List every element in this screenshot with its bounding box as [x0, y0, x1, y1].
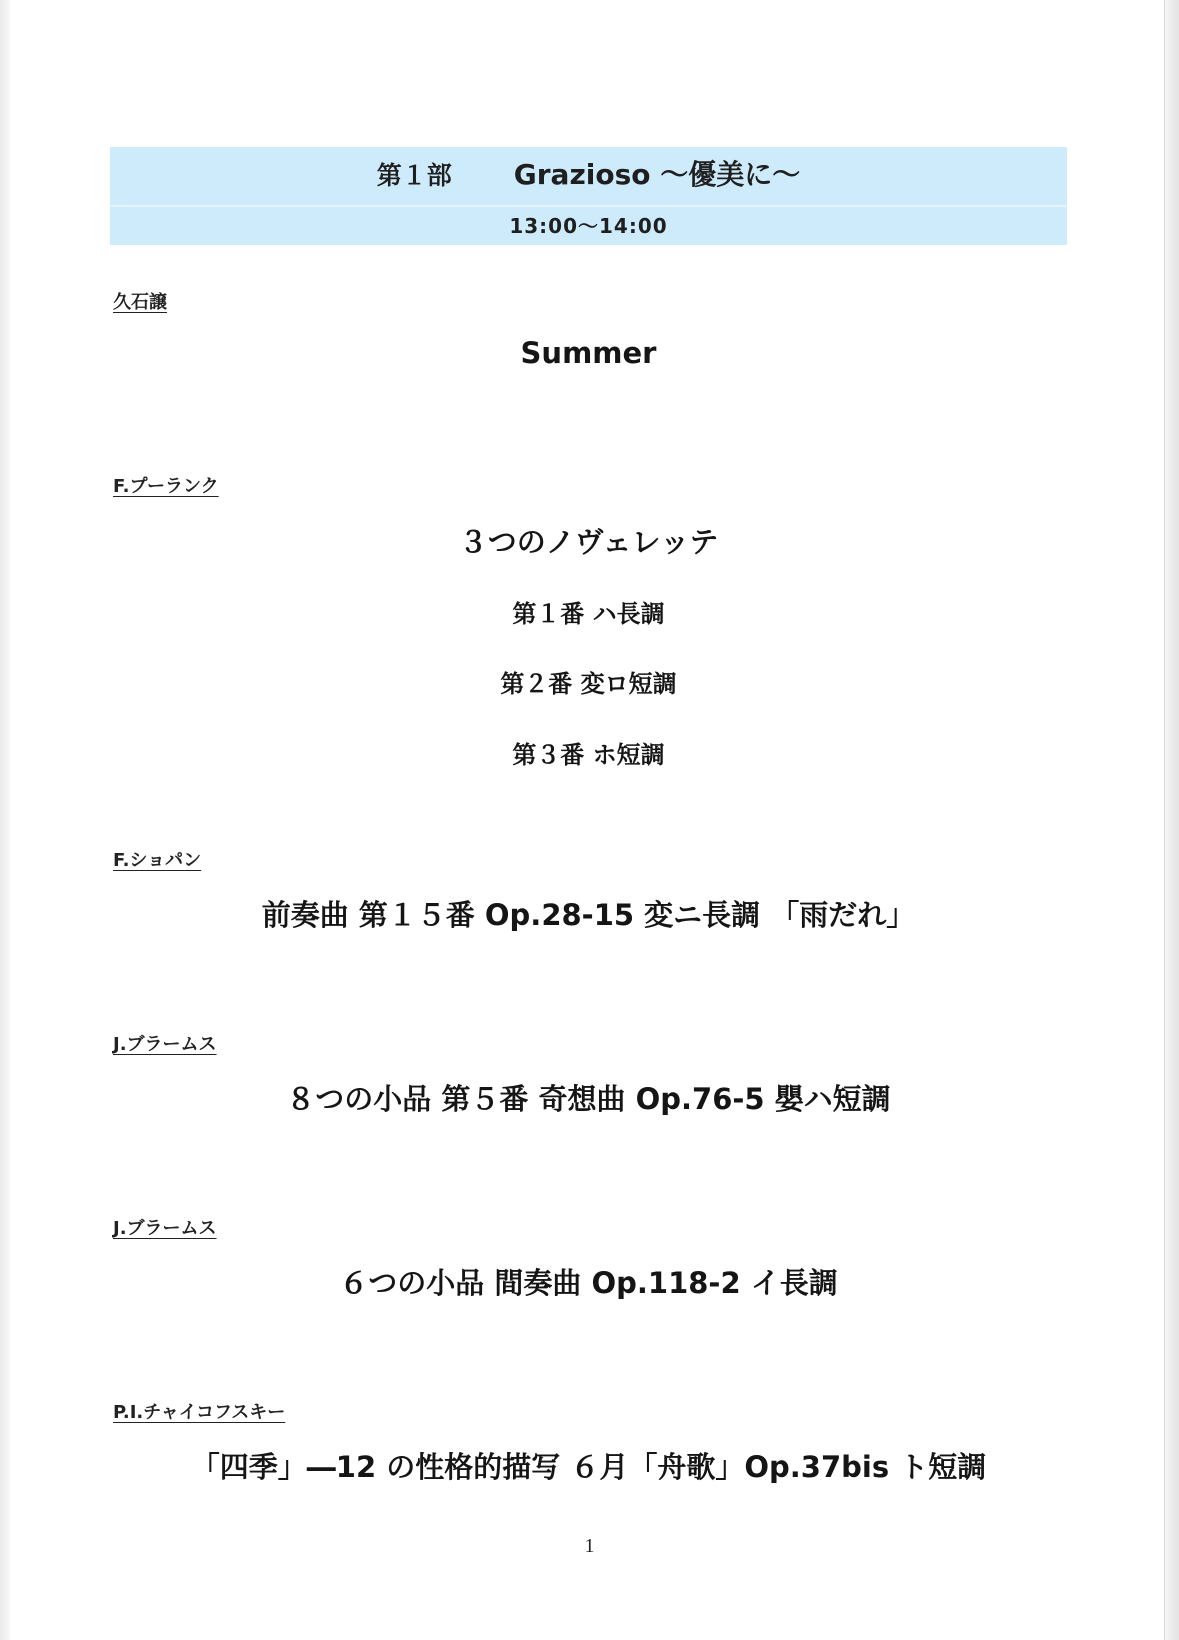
page-edge-right — [1164, 0, 1179, 1640]
piece-title: ３つのノヴェレッテ — [458, 525, 719, 559]
program-header — [110, 147, 1067, 245]
piece-title: ８つの小品 第５番 奇想曲 Op.76-5 嬰ハ短調 — [286, 1082, 891, 1116]
movement-item: 第１番 ハ長調 — [512, 600, 665, 628]
header-title-row — [110, 147, 1067, 203]
composer-name: 久石譲 — [113, 292, 167, 313]
movement-item: 第２番 変ロ短調 — [500, 670, 677, 698]
composer-name: F.プーランク — [113, 476, 219, 497]
composer-name: P.I.チャイコフスキー — [113, 1402, 286, 1423]
concert-time: 13:00～14:00 — [509, 214, 668, 238]
piece-title: ６つの小品 間奏曲 Op.118-2 イ長調 — [339, 1266, 838, 1300]
piece-title: 「四季」―12 の性格的描写 ６月「舟歌」Op.37bis ト短調 — [190, 1450, 987, 1484]
page-number: 1 — [584, 1535, 595, 1557]
composer-name: J.ブラームス — [113, 1034, 217, 1055]
concert-title: Grazioso ～優美に～ — [513, 158, 801, 191]
page-edge-left — [0, 0, 10, 1640]
composer-name: J.ブラームス — [113, 1218, 217, 1239]
composer-name: F.ショパン — [113, 850, 202, 871]
piece-title: 前奏曲 第１５番 Op.28-15 変ニ長調 「雨だれ」 — [261, 898, 916, 932]
part-label: 第１部 — [376, 161, 452, 190]
movement-item: 第３番 ホ短調 — [512, 741, 665, 769]
piece-title: Summer — [520, 336, 657, 370]
